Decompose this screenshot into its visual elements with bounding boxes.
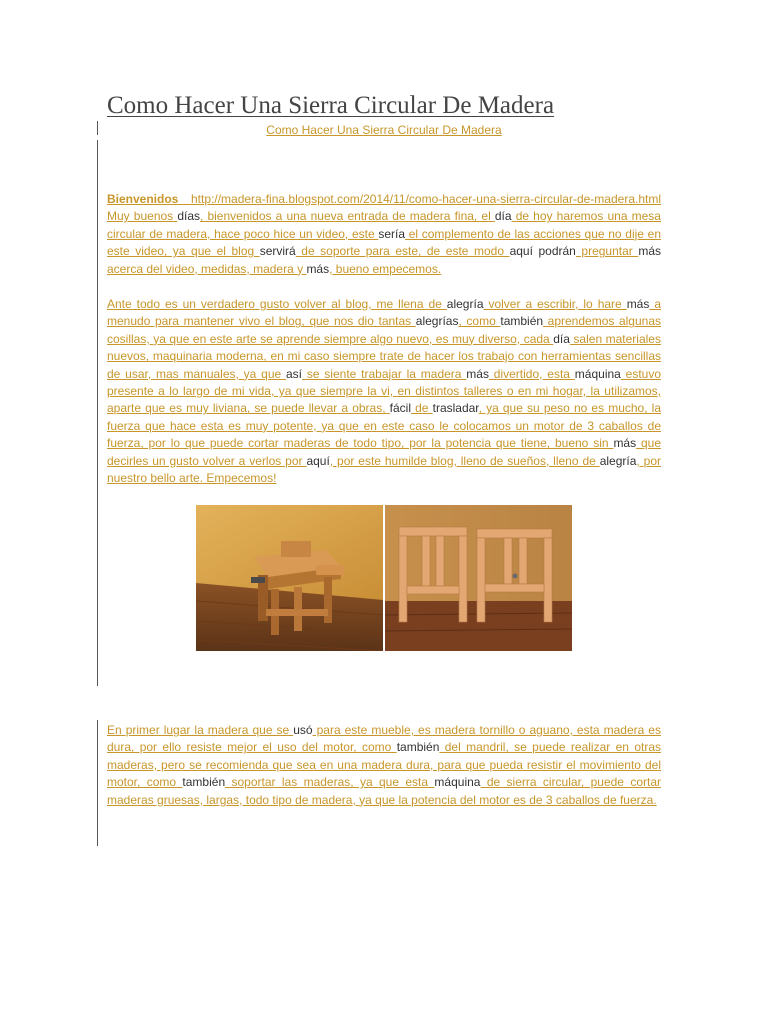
paragraph-intro (107, 191, 661, 278)
plain-text-run: día (553, 331, 570, 346)
paragraph-materials (107, 722, 661, 809)
linked-text-run[interactable]: se siente trabajar la madera (302, 366, 467, 381)
photo-saw-table (196, 505, 383, 651)
linked-text-run[interactable]: que decirles un gusto volver a verlos por (107, 436, 662, 468)
linked-text-run[interactable]: En primer lugar la madera que se (107, 723, 294, 737)
plain-text-run: también (396, 740, 440, 755)
plain-text-run: máquina (574, 366, 621, 381)
linked-text-run[interactable]: divertido, esta (488, 366, 575, 381)
plain-text-run: también (182, 775, 226, 790)
plain-text-run: más (306, 261, 330, 276)
photo-wood-frames (385, 505, 572, 651)
page-title: Como Hacer Una Sierra Circular De Madera (107, 92, 555, 119)
plain-text-run: más (613, 436, 637, 451)
linked-text-run[interactable]: , por este humilde blog, lleno de sueños, lleno de (329, 453, 600, 468)
plain-text-run: alegrías (415, 314, 459, 329)
linked-text-run[interactable]: volver a escribir, lo hare (483, 297, 627, 311)
plain-text-run: también (500, 314, 544, 329)
linked-text-run[interactable]: para este mueble, es madera tornillo o aguano, esta madera es dura, por ello resiste mejor el uso del motor, como (107, 723, 661, 755)
plain-text-run: trasladar (432, 401, 479, 416)
plain-text-run: más (466, 366, 489, 381)
linked-text-run[interactable]: , como (458, 314, 501, 329)
margin-bar (97, 720, 98, 846)
plain-text-run: aquí (306, 453, 330, 468)
linked-text-run[interactable]: Bienvenidos (107, 192, 179, 206)
plain-text-run: alegría (599, 453, 637, 468)
linked-text-run[interactable]: aprendemos algunas cosillas, ya que en este arte se aprende siempre algo nuevo, es muy diverso, cada (107, 314, 661, 346)
subtitle-link[interactable]: Como Hacer Una Sierra Circular De Madera (266, 123, 502, 137)
linked-text-run[interactable]: , por nuestro bello arte. Empecemos! (107, 453, 661, 486)
plain-text-run: alegría (446, 297, 484, 311)
plain-text-run: fácil (389, 401, 412, 416)
linked-text-run[interactable]: soportar las maderas, ya que esta (225, 775, 435, 790)
plain-text-run: así (285, 366, 302, 381)
plain-text-run: servirá (259, 244, 296, 259)
linked-text-run[interactable]: , bueno empecemos. (329, 261, 442, 276)
linked-text-run[interactable]: preguntar (575, 244, 639, 259)
paragraph-body (107, 296, 661, 487)
plain-text-run: sería (378, 226, 406, 241)
linked-text-run[interactable]: salen materiales nuevos, maquinaria moderna, en mi caso siempre trate de hacer los trabajo con herramientas sencillas de usar, mas manuales, ya que (107, 331, 661, 381)
plain-text-run: usó (293, 723, 313, 737)
linked-text-run[interactable]: Ante todo es un verdadero gusto volver al blog, me llena de (107, 297, 447, 311)
plain-text-run: aquí podrán (509, 244, 576, 259)
linked-text-run[interactable]: de hoy haremos una mesa circular de madera, hace poco hice un video, este (107, 209, 661, 241)
linked-text-run[interactable]: de soporte para este, de este modo (295, 244, 510, 259)
plain-text-run: más (638, 244, 661, 259)
plain-text-run: más (626, 297, 650, 311)
linked-text-run[interactable]: http://madera-fina.blogspot.com/2014/11/como-hacer-una-sierra-circular-de-madera.html Muy buenos (107, 192, 661, 224)
linked-text-run[interactable]: del mandril, se puede realizar en otras maderas, pero se recomienda que sea en una madera dura, para que pueda resistir el movimiento del motor, como (107, 740, 661, 790)
plain-text-run: máquina (434, 775, 481, 790)
linked-text-run[interactable]: estuvo presente a lo largo de mi vida, ya que siempre la vi, en distintos talleres o en mi hogar, la utilizamos, aparte que es muy liviana, se puede llevar a obras, (107, 366, 661, 416)
linked-text-run[interactable]: de sierra circular, puede cortar maderas gruesas, largas, todo tipo de madera, ya que la potencia del motor es de 3 caballos de fuerza. (107, 775, 661, 807)
linked-text-run[interactable]: el complemento de las acciones que no dije en este video, ya que el blog (107, 226, 662, 259)
margin-bar (97, 140, 98, 686)
linked-text-run[interactable]: , bienvenidos a una nueva entrada de madera fina, el (200, 209, 495, 224)
photo-pair (196, 505, 572, 651)
linked-text-run[interactable]: a menudo para mantener vivo el blog, que nos dio tantas (107, 297, 661, 329)
linked-text-run[interactable]: acerca del video, medidas, madera y (107, 261, 307, 276)
linked-text-run[interactable]: de (411, 401, 433, 416)
linked-text-run[interactable]: , ya que su peso no es mucho, la fuerza que hace esta es muy potente, ya que en este caso le colocamos un motor de 3 caballos de fuerza, por lo que puede cortar maderas de todo tipo, por la potencia que tiene, bueno sin (107, 401, 662, 451)
plain-text-run: días (177, 209, 200, 224)
plain-text-run: día (494, 209, 512, 224)
